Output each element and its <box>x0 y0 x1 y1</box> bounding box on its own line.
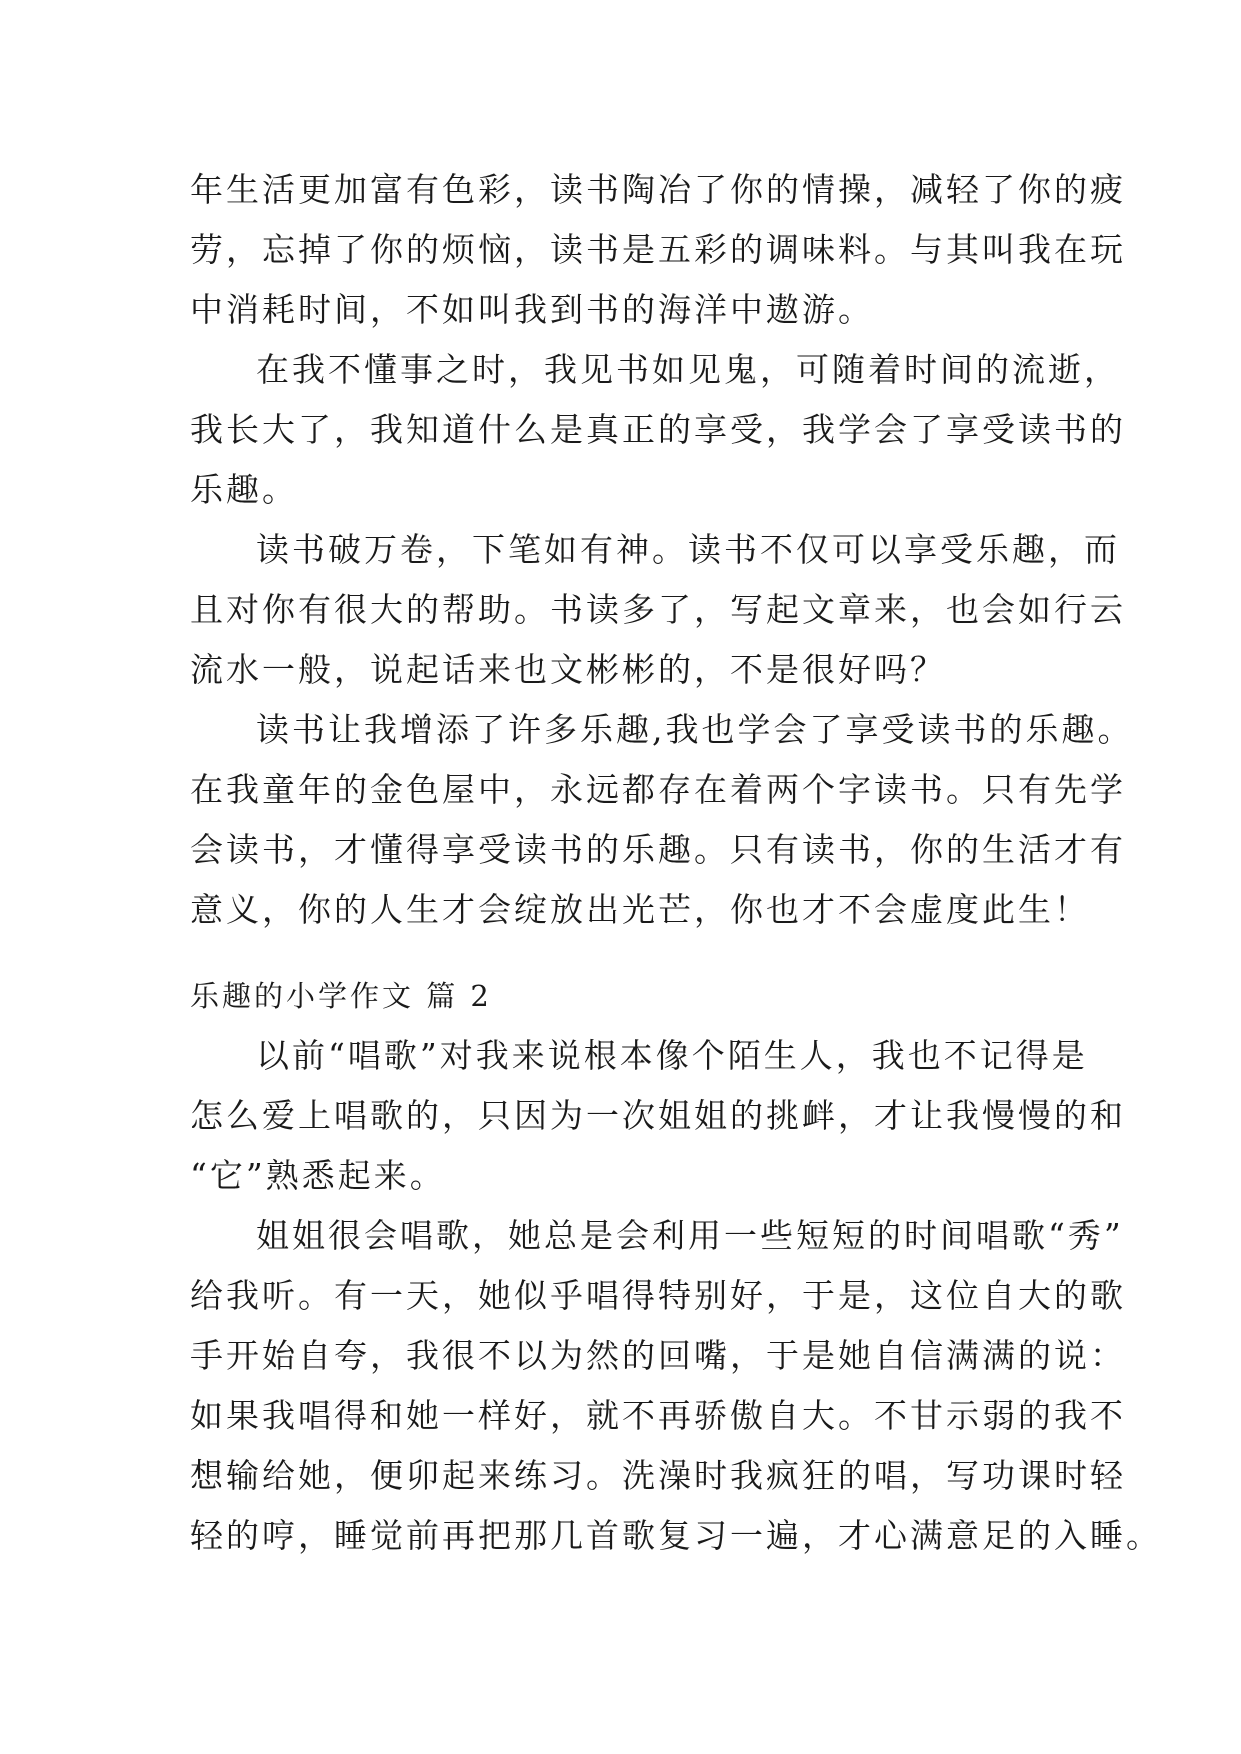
text-line: 以前“唱歌”对我来说根本像个陌生人，我也不记得是 <box>256 1036 1088 1075</box>
section-heading: 乐趣的小学作文 篇 2 <box>190 979 492 1013</box>
paragraph <box>190 160 1126 340</box>
text-line: “它”熟悉起来。 <box>190 1156 446 1195</box>
text-line: 乐趣。 <box>190 470 298 509</box>
text-line: 劳，忘掉了你的烦恼，读书是五彩的调味料。与其叫我在玩 <box>190 230 1126 269</box>
text-line: 在我童年的金色屋中，永远都存在着两个字读书。只有先学 <box>190 770 1126 809</box>
document-body <box>190 160 1162 1566</box>
text-line: 轻的哼，睡觉前再把那几首歌复习一遍，才心满意足的入睡。 <box>190 1516 1162 1555</box>
paragraph <box>190 700 1134 940</box>
text-line: 怎么爱上唱歌的，只因为一次姐姐的挑衅，才让我慢慢的和 <box>190 1096 1126 1135</box>
text-line: 流水一般，说起话来也文彬彬的，不是很好吗？ <box>190 650 946 689</box>
text-line: 在我不懂事之时，我见书如见鬼，可随着时间的流逝， <box>256 350 1120 389</box>
text-line: 如果我唱得和她一样好，就不再骄傲自大。不甘示弱的我不 <box>190 1396 1126 1435</box>
paragraph <box>190 520 1126 700</box>
text-line: 我长大了，我知道什么是真正的享受，我学会了享受读书的 <box>190 410 1126 449</box>
section-spacer <box>190 940 1060 966</box>
text-line: 且对你有很大的帮助。书读多了，写起文章来，也会如行云 <box>190 590 1126 629</box>
text-line: 读书让我增添了许多乐趣,我也学会了享受读书的乐趣。 <box>256 710 1134 749</box>
text-line: 姐姐很会唱歌，她总是会利用一些短短的时间唱歌“秀” <box>256 1216 1124 1255</box>
text-line: 中消耗时间，不如叫我到书的海洋中遨游。 <box>190 290 874 329</box>
text-line: 读书破万卷，下笔如有神。读书不仅可以享受乐趣，而 <box>256 530 1120 569</box>
paragraph <box>190 1206 1162 1566</box>
text-line: 手开始自夸，我很不以为然的回嘴，于是她自信满满的说： <box>190 1336 1126 1375</box>
text-line: 意义，你的人生才会绽放出光芒，你也才不会虚度此生！ <box>190 890 1090 929</box>
paragraph <box>190 1026 1126 1206</box>
text-line: 会读书，才懂得享受读书的乐趣。只有读书，你的生活才有 <box>190 830 1126 869</box>
paragraph <box>190 340 1126 520</box>
text-line: 给我听。有一天，她似乎唱得特别好，于是，这位自大的歌 <box>190 1276 1126 1315</box>
text-line: 年生活更加富有色彩，读书陶冶了你的情操，减轻了你的疲 <box>190 170 1126 209</box>
text-line: 想输给她，便卯起来练习。洗澡时我疯狂的唱，写功课时轻 <box>190 1456 1126 1495</box>
